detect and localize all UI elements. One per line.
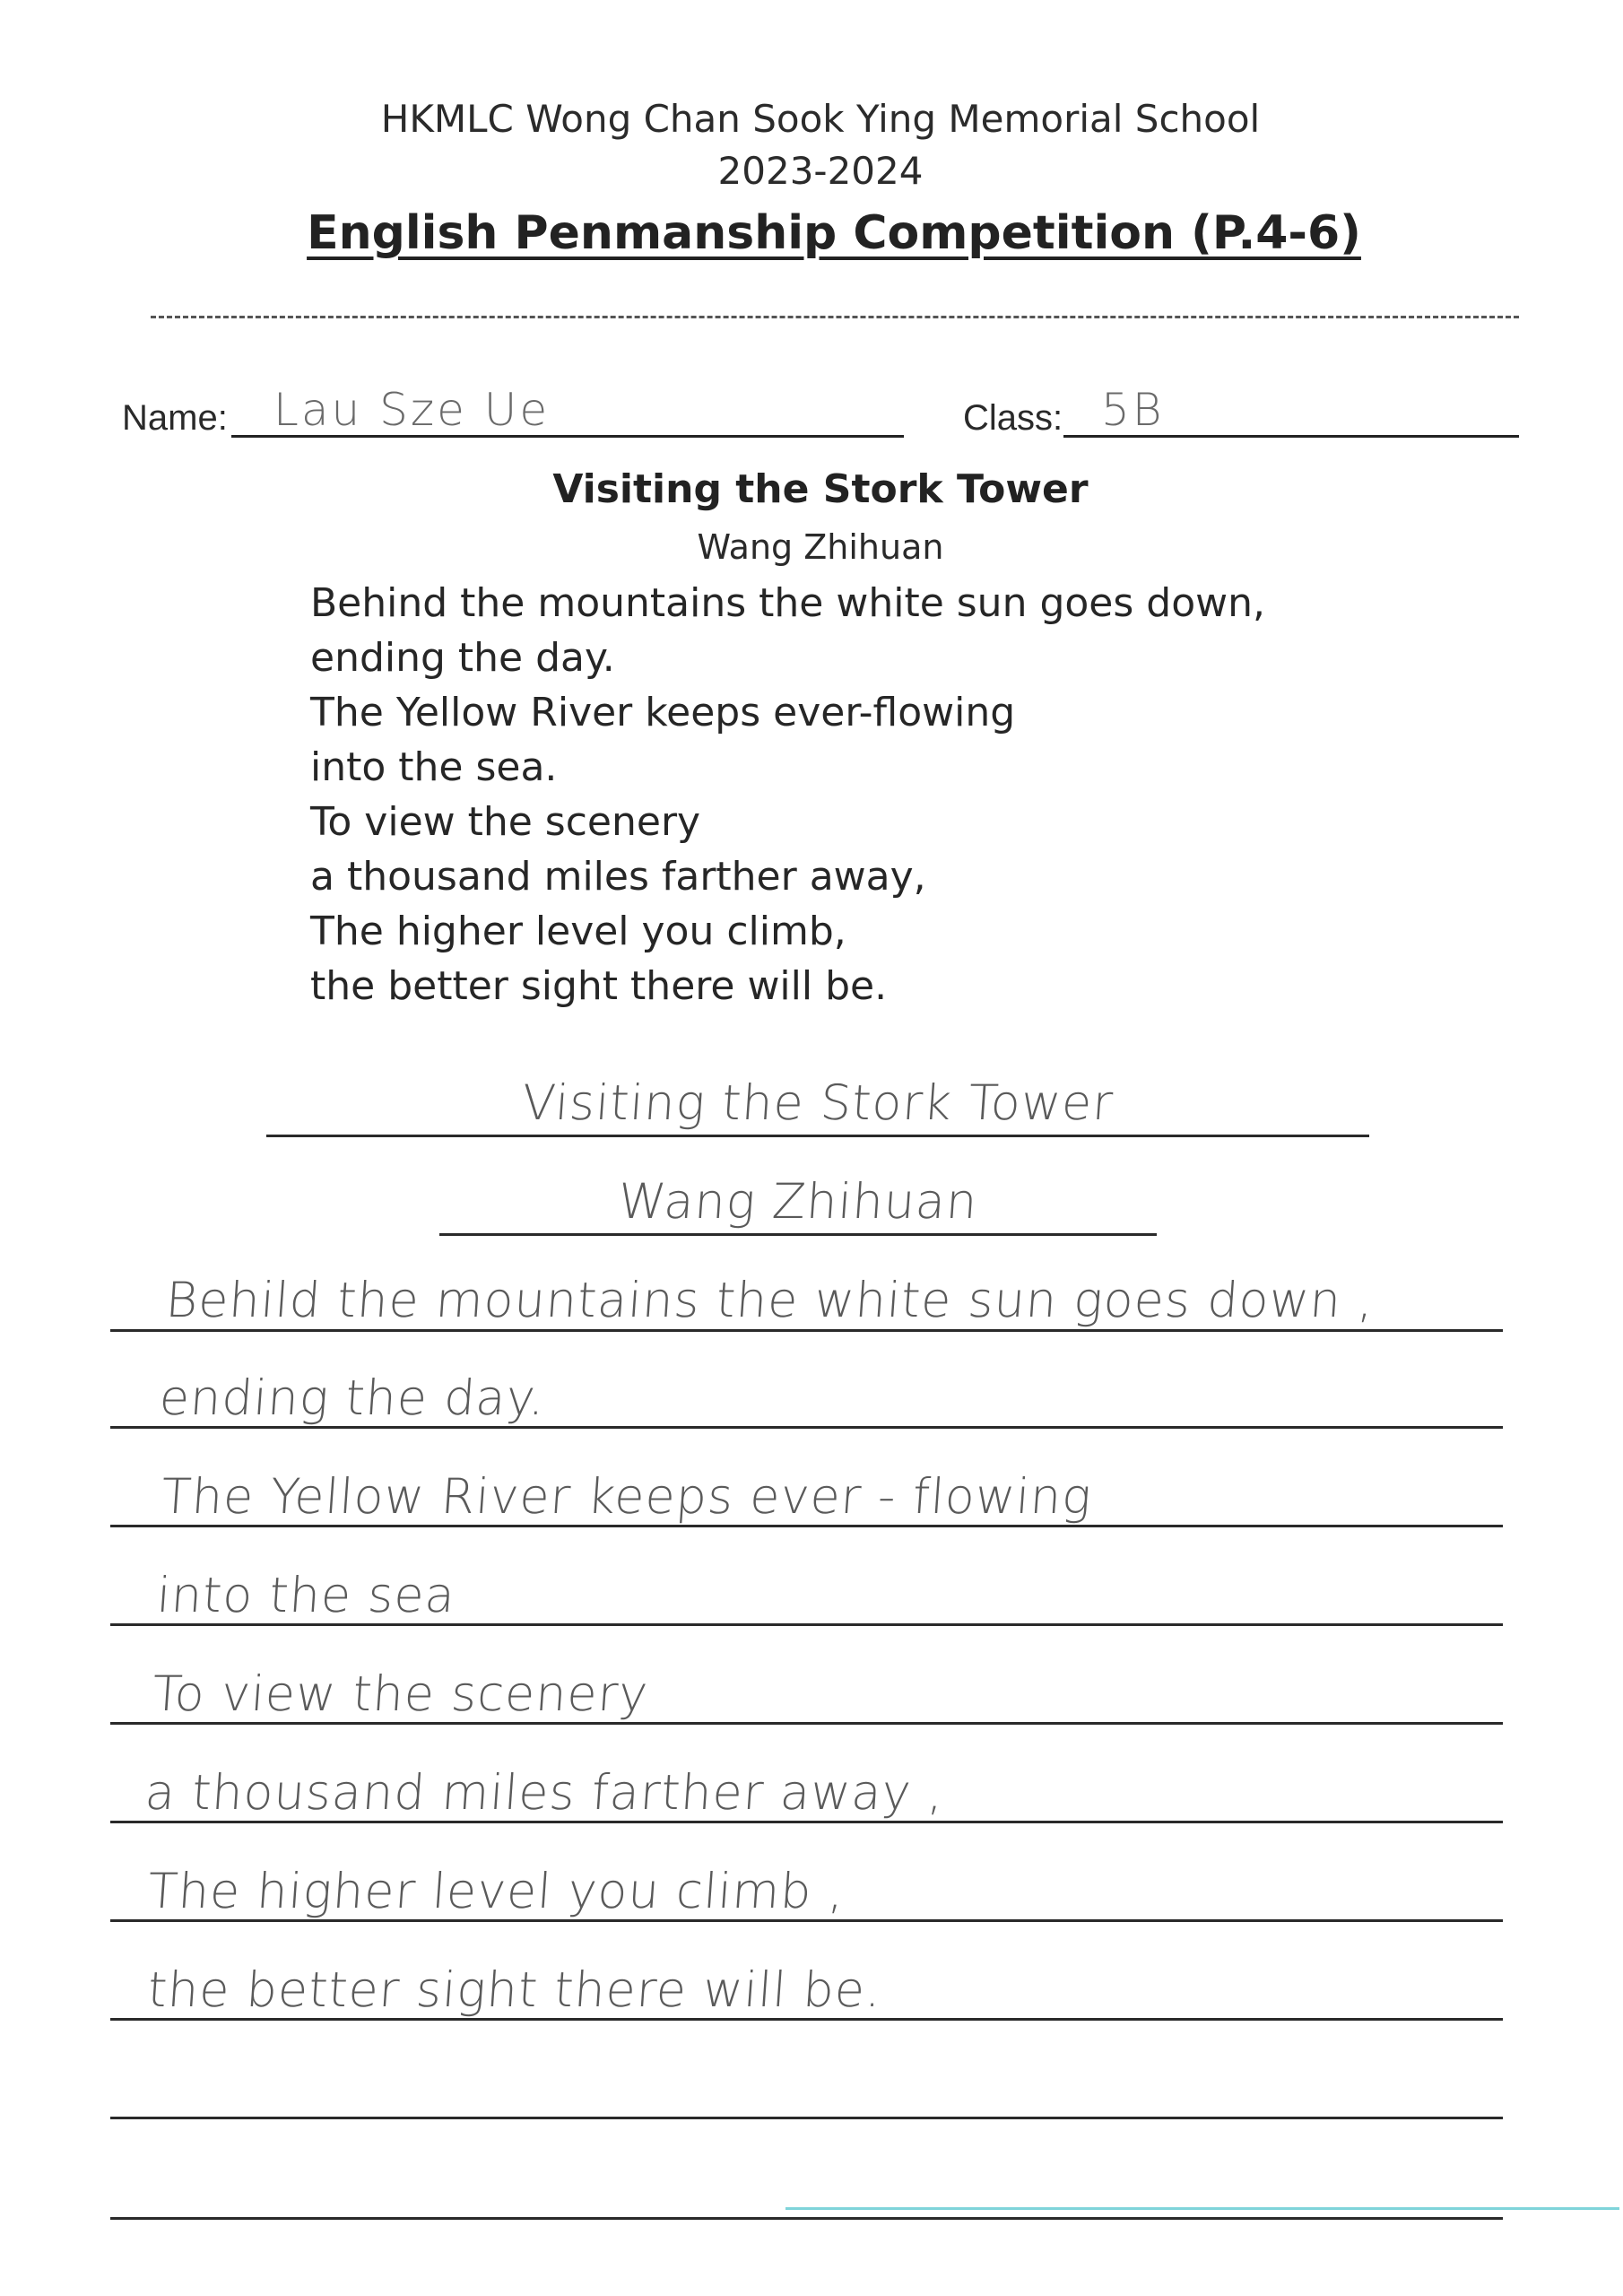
poem-body bbox=[310, 576, 1386, 1013]
poem-line: a thousand miles farther away, bbox=[310, 854, 926, 900]
name-label: Name: bbox=[122, 398, 228, 438]
handwritten-title: Visiting the Stork Tower bbox=[520, 1074, 1115, 1131]
class-label: Class: bbox=[963, 398, 1063, 438]
poem-line: The higher level you climb, bbox=[310, 909, 846, 954]
handwritten-line: To view the scenery bbox=[150, 1665, 651, 1722]
handwritten-author: Wang Zhihuan bbox=[616, 1173, 980, 1230]
handwritten-line: ending the day. bbox=[157, 1370, 548, 1426]
handwritten-line: the better sight there will be. bbox=[145, 1961, 884, 2018]
writing-line bbox=[110, 1722, 1503, 1725]
handwritten-line: The Yellow River keeps ever - flowing bbox=[159, 1468, 1094, 1525]
writing-line bbox=[110, 2217, 1503, 2220]
writing-line bbox=[110, 1919, 1503, 1922]
poem-title: Visiting the Stork Tower bbox=[552, 466, 1089, 512]
poem-line: the better sight there will be. bbox=[310, 963, 888, 1009]
writing-line bbox=[110, 2117, 1503, 2119]
class-value: 5B bbox=[1101, 384, 1165, 436]
poem-line: The Yellow River keeps ever-flowing bbox=[310, 690, 1016, 735]
writing-line bbox=[110, 2018, 1503, 2021]
handwritten-line: a thousand miles farther away , bbox=[143, 1764, 947, 1821]
poem-line: Behind the mountains the white sun goes down, bbox=[310, 580, 1265, 626]
school-name: HKMLC Wong Chan Sook Ying Memorial School bbox=[380, 97, 1261, 141]
poem-line: into the sea. bbox=[310, 744, 558, 790]
handwritten-line: The higher level you climb , bbox=[145, 1863, 847, 1919]
competition-title-text: English Penmanship Competition (P.4-6) bbox=[307, 206, 1361, 260]
writing-line bbox=[110, 1623, 1503, 1626]
poem-author: Wang Zhihuan bbox=[697, 527, 944, 567]
handwritten-line: into the sea bbox=[154, 1567, 458, 1623]
handwritten-line: Behild the mountains the white sun goes down , bbox=[163, 1272, 1376, 1328]
scan-artifact-line bbox=[785, 2207, 1619, 2210]
poem-line: To view the scenery bbox=[310, 799, 701, 845]
school-year: 2023-2024 bbox=[717, 149, 924, 193]
writing-line bbox=[110, 1821, 1503, 1823]
poem-line: ending the day. bbox=[310, 635, 615, 681]
dashed-divider bbox=[151, 316, 1519, 318]
writing-line bbox=[110, 1329, 1503, 1332]
writing-line-author bbox=[439, 1233, 1157, 1236]
competition-title bbox=[269, 206, 1399, 260]
writing-line-title bbox=[266, 1135, 1369, 1137]
name-value: Lau Sze Ue bbox=[273, 384, 551, 436]
writing-line bbox=[110, 1426, 1503, 1429]
writing-line bbox=[110, 1525, 1503, 1527]
